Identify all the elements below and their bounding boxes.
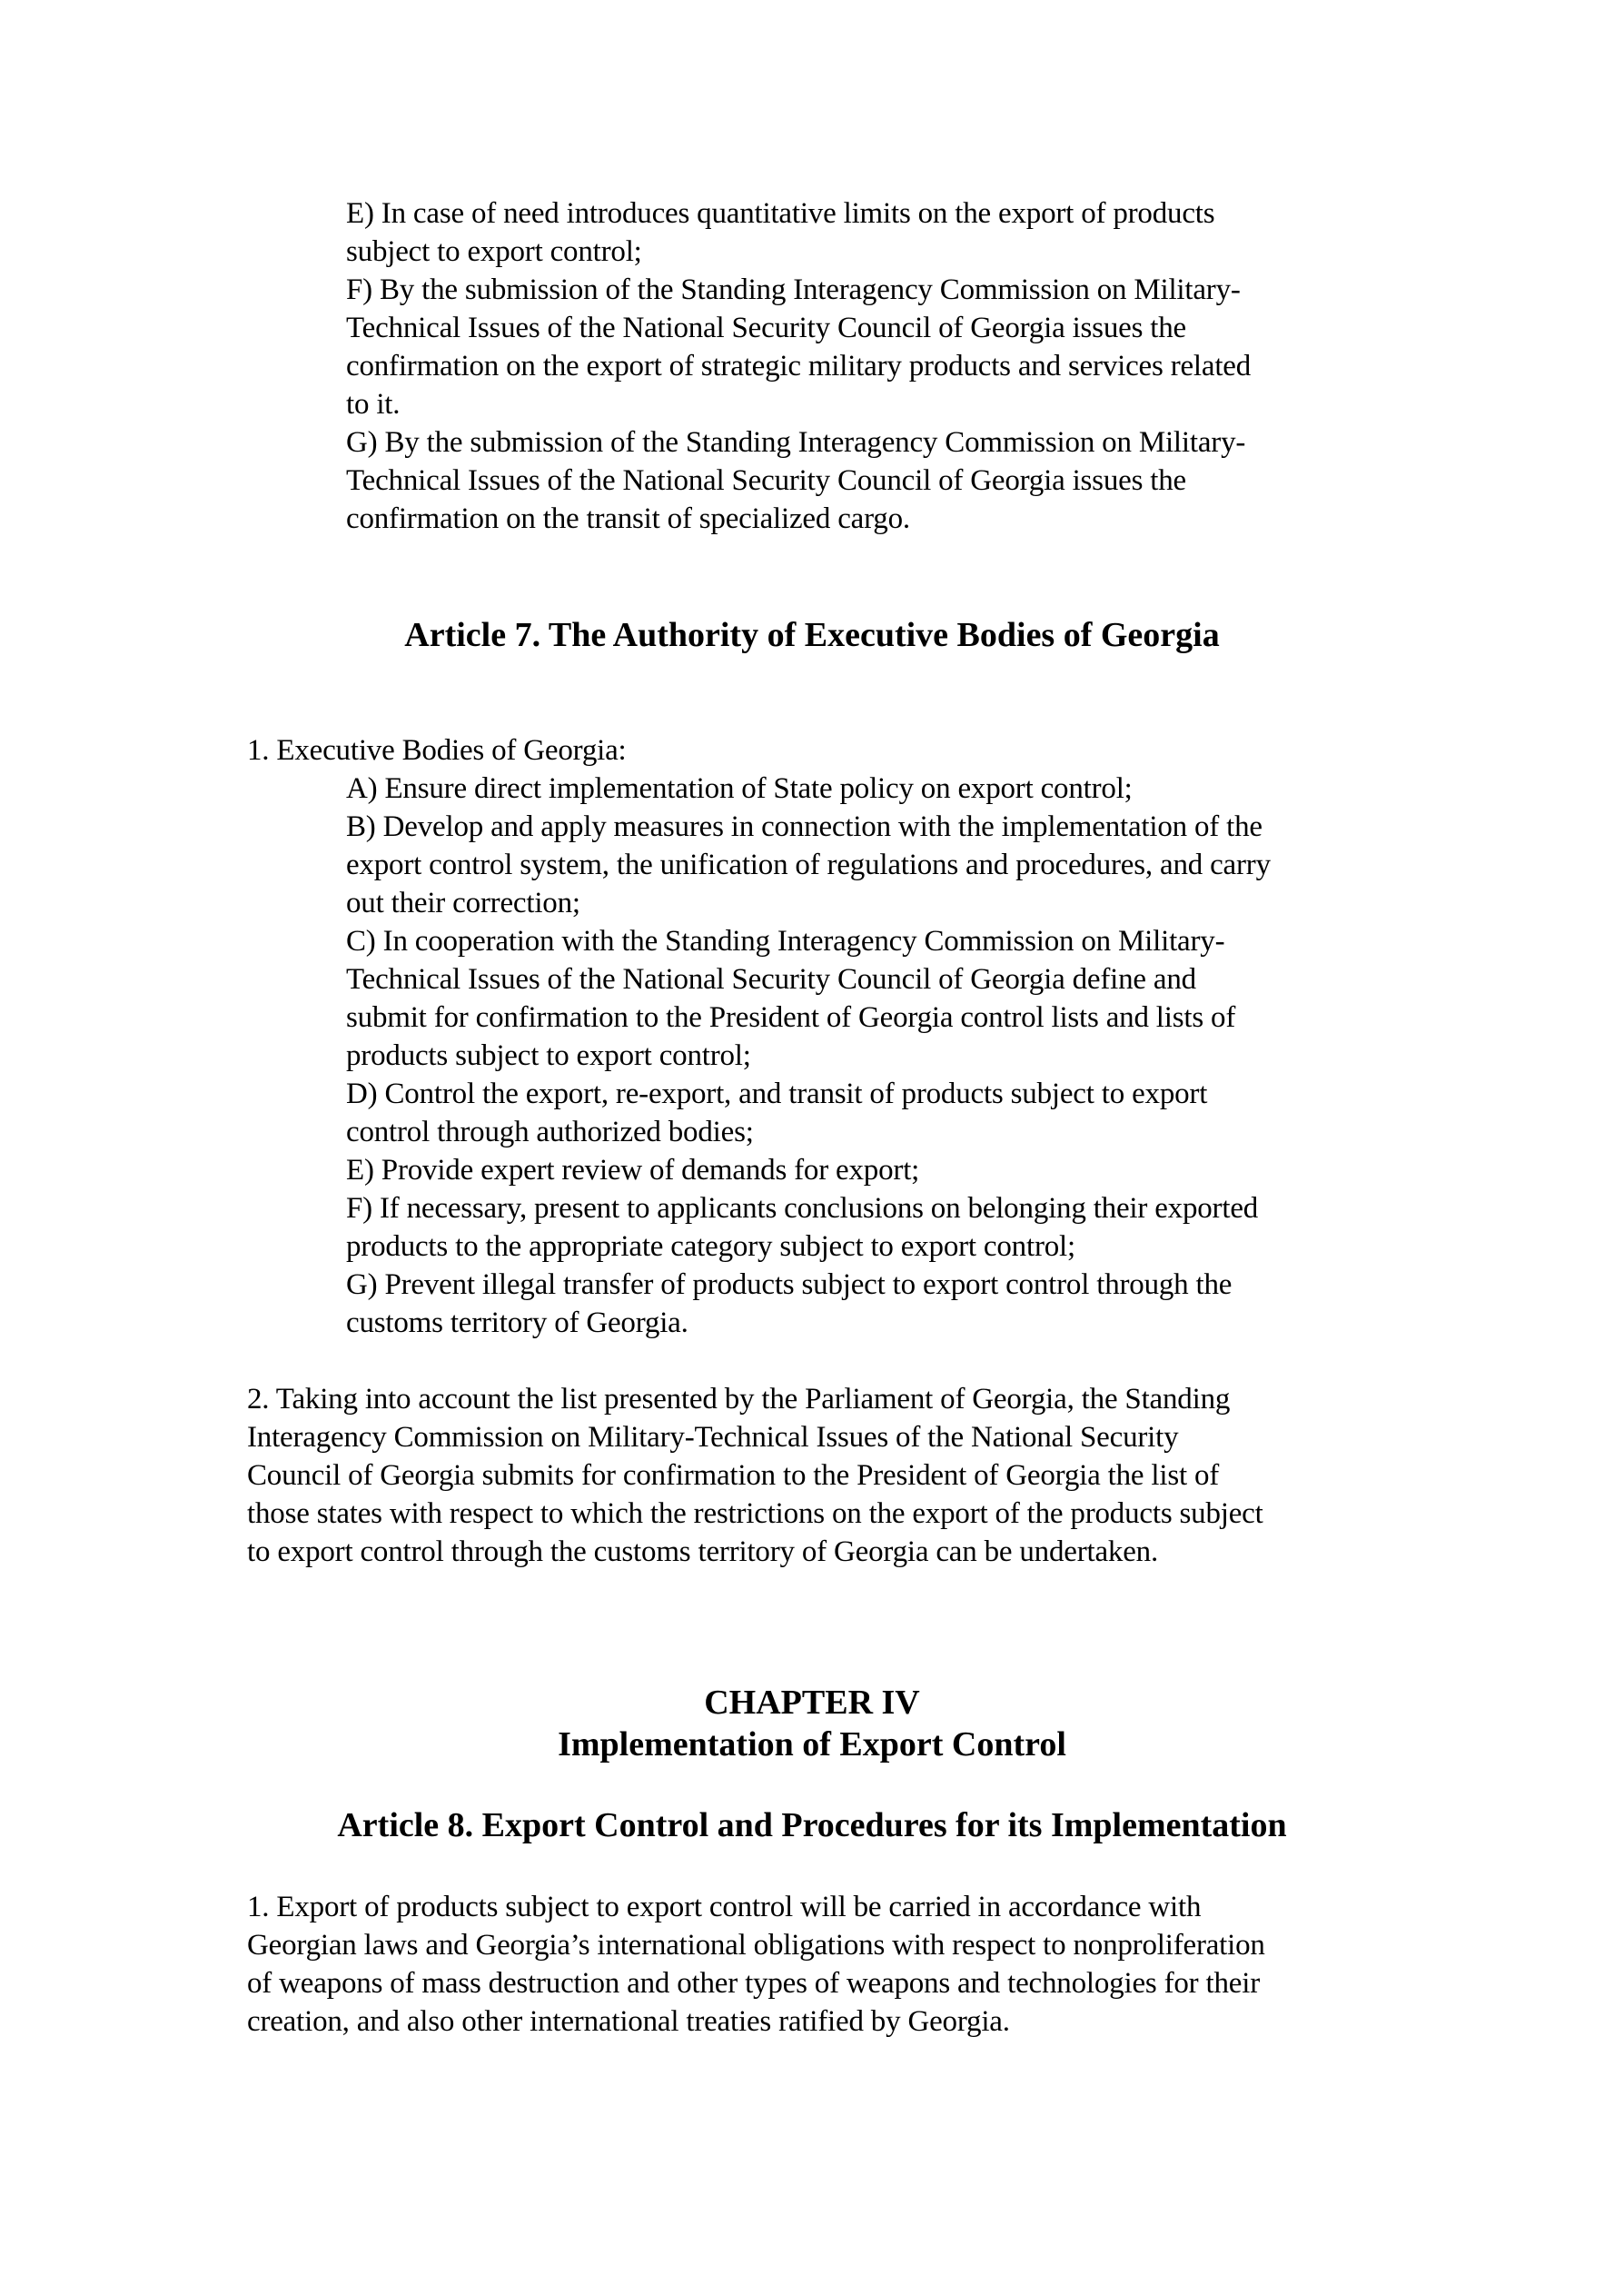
list-line: F) If necessary, present to applicants conclusions on belonging their exported [346, 1192, 1259, 1225]
list-line: products subject to export control; [346, 1039, 751, 1072]
paragraph-line: 1. Export of products subject to export control will be carried in accordance with [247, 1891, 1202, 1923]
chapter-subtitle: Implementation of Export Control [558, 1725, 1066, 1763]
list-line: products to the appropriate category subject to export control; [346, 1230, 1075, 1263]
list-line: G) By the submission of the Standing Interagency Commission on Military- [346, 426, 1246, 459]
list-line: out their correction; [346, 887, 580, 919]
paragraph-line: to export control through the customs territory of Georgia can be undertaken. [247, 1535, 1159, 1568]
list-line: Technical Issues of the National Security Council of Georgia define and [346, 963, 1196, 996]
list-line: B) Develop and apply measures in connection with the implementation of the [346, 810, 1263, 843]
list-line: D) Control the export, re-export, and transit of products subject to export [346, 1078, 1208, 1110]
list-line: Technical Issues of the National Security Council of Georgia issues the [346, 312, 1186, 344]
list-line: F) By the submission of the Standing Interagency Commission on Military- [346, 273, 1241, 306]
list-line: A) Ensure direct implementation of State policy on export control; [346, 772, 1133, 805]
article-7-item-1-intro: 1. Executive Bodies of Georgia: [247, 734, 627, 767]
paragraph-line: those states with respect to which the restrictions on the export of the products subject [247, 1497, 1263, 1530]
list-line: submit for confirmation to the President of Georgia control lists and lists of [346, 1001, 1236, 1034]
list-line: confirmation on the transit of specialized cargo. [346, 502, 910, 535]
list-line: to it. [346, 388, 401, 421]
paragraph-line: Georgian laws and Georgia’s international obligations with respect to nonproliferation [247, 1929, 1265, 1962]
list-line: E) In case of need introduces quantitative limits on the export of products [346, 197, 1215, 230]
list-line: export control system, the unification of regulations and procedures, and carry [346, 849, 1271, 881]
article-8-heading: Article 8. Export Control and Procedures for its Implementation [337, 1806, 1287, 1844]
list-line: control through authorized bodies; [346, 1116, 754, 1148]
paragraph-line: Council of Georgia submits for confirmation to the President of Georgia the list of [247, 1459, 1220, 1492]
list-line: Technical Issues of the National Security Council of Georgia issues the [346, 464, 1186, 497]
paragraph-line: creation, and also other international treaties ratified by Georgia. [247, 2005, 1010, 2038]
paragraph-line: of weapons of mass destruction and other types of weapons and technologies for their [247, 1967, 1260, 2000]
chapter-title: CHAPTER IV [704, 1684, 920, 1722]
paragraph-line: 2. Taking into account the list presented by the Parliament of Georgia, the Standing [247, 1383, 1231, 1416]
list-line: G) Prevent illegal transfer of products subject to export control through the [346, 1268, 1233, 1301]
list-line: subject to export control; [346, 235, 642, 268]
list-line: E) Provide expert review of demands for export; [346, 1154, 920, 1187]
article-7-heading: Article 7. The Authority of Executive Bodies of Georgia [404, 616, 1220, 654]
list-line: customs territory of Georgia. [346, 1306, 688, 1339]
list-line: C) In cooperation with the Standing Interagency Commission on Military- [346, 925, 1225, 958]
list-line: confirmation on the export of strategic military products and services related [346, 350, 1252, 382]
paragraph-line: Interagency Commission on Military-Technical Issues of the National Security [247, 1421, 1179, 1454]
